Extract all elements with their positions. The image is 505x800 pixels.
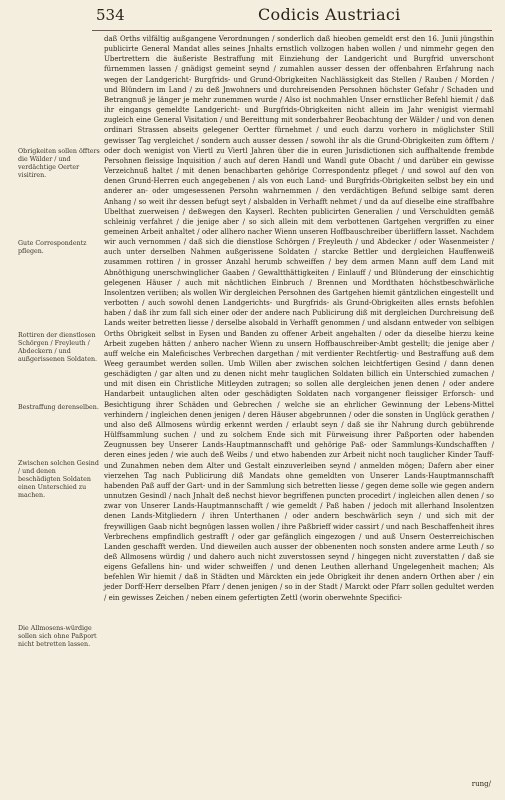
margin-note-soldiers: Zwischen solchen Gesind / und denen beschädigten Soldaten einen Unterschied zu machen. bbox=[18, 460, 99, 499]
page-number: 534 bbox=[96, 6, 125, 24]
running-title: Codicis Austriaci bbox=[258, 5, 401, 24]
catchword: rung/ bbox=[471, 780, 491, 788]
main-text-block bbox=[104, 34, 494, 603]
margin-note-alms: Die Allmosens-würdige sollen sich ohne Paßport nicht betretten lassen. bbox=[18, 625, 97, 648]
margin-note-correspondence: Gute Correspondentz pflegen. bbox=[18, 240, 87, 255]
margin-note-gangs: Rottiren der dienstlosen Schörgen / Freyleuth / Abdeckern / und außgerissenen Soldaten. bbox=[18, 332, 98, 363]
margin-note-visitation: Obrigkeiten sollen öffters die Wälder / und verdächtige Oerter visitiren. bbox=[18, 148, 100, 179]
margin-note-punishment: Bestraffung derenselben. bbox=[18, 404, 99, 411]
header-rule bbox=[92, 30, 492, 31]
body-paragraph: daß Orths vilfältig außgangene Verordnungen / sonderlich daß hieoben gemeldt erst den 16. Junii jüngsthin publicirte General Mandat alles seines Jnhalts ernstlich vollzogen haben wollen / und nimmehr gegen den Ubertrettern die äußeriste Bestraffung mit Einziehung der Landgericht und Burgfrid unverschont fürnemmen lassen / gnädigst gemeint seynd / zumahlen ausser dessen der offenbahren Erfahrung nach wegen der Landgericht- Burgfrids- und Grund-Obrigkeiten Nachlässigkeit das Stellen / Rauben / Morden / und Blündern im Land / zu deß Jnwohners und durchreisenden Persohnen höchster Gefahr / Schaden und Betrangnuß je länger je mehr zunemmen wurde / Also ist nochmahlen Unser ernstlicher Befehl hiemit / daß ihr eingangs gemeldte Landgericht- und Burgfrids-Obrigkeiten nicht allein im Jahr wenigist viermahl zugleich eine General Visitation / und Bereittung mit sonderbahrer Beobachtung der Wälder / und von denen ordinari Strassen abseits gelegener Oertter fürnehmet / und euch darzu vorhero in möglichster Still gewisser Tag vergleichet / sondern auch ausser dessen / sowohl ihr als die Grund-Obrigkeiten zum öfftern / oder doch wenigist von Viertl zu Viertl Jahren über die in euren Jurisdictionen sich auffhaltende frembde Persohnen fleissige Inquisition / auch auf deren Handl und Wandl gute Obacht / und darüber ein gewisse Verzeichnuß haltet / mit denen benachbarten gehörige Correspondentz pfleget / und sowol auf den von denen Grund-Herren euch angegebenen / als von euch Land- und Burgfrids-Obrigkeiten selbst bey ein und anderer an- oder umgesessenen Persohn wahrnemmen / den verdächtigen Befund selbige samt deren Anhang / so weit ihr dessen befugt seyt / alsbalden in Verhafft nehmet / und da auf dieselbe eine straffbahre Ubelthat zuerweisen / deßwegen den Kayserl. Rechten publicirten Generalien / und Verschuldten gemäß schleinig verfahret / die jenige aber / so sich allein mit dem verbottenen Gartgehen vergriffen zu einer gemeinen Arbeit anhaltet / oder allhero nacher Wienn unseren Hoffbauschreiber überliffern lasset. Nachdem wir auch vernommen / daß sich die dienstlose Schörgen / Freyleuth / und Abdecker / oder Wasenmeister / auch unter derselben Nahmen außgerissene Soldaten / starcke Bettler und dergleichen Hauffenweiß zusammen rottiren / in grosser Anzahl herumb schweiffen / bey dem armen Mann auff dem Land mit Abnöthigung unerschwinglicher Gaaben / Gewaltthättigkeiten / Einlauff / und Blünderung der einschichtig gelegenen Häuser / auch mit nächtlichen Einbruch / Brennen und Mordthaten höchstbeschwärliche Insolentzen veriiben; als wollen Wir dergleichen Persohnen des Gartgehen hiemit gäntzlichen eingestellt und verbotten / auch sowohl denen Landgerichts- und Burgfrids- als Grund-Obrigkeiten alles ernsts befohlen haben / daß ihr zum fall sich einer oder der andere nach Publicirung diß mit dergleichen Durchreisung deß Lands weiter betretten liesse / derselbe alsobald in Verhafft genommen / und alsdann entweder von selbigen Orths Obrigkeit selbst in Eysen und Banden zu offener Arbeit angehalten / oder da dieselbe hierzu keine Arbeit zugeben hätten / anhero nacher Wienn zu unsern Hoffbauschreiber-Ambt gestellt; die jenige aber / auff welche ein Maleficisches Verbrechen dargethan / mit verdienter Rechtfertig- und Bestraffung auß dem Weeg geraumbet werden sollen. Umb Willen aber zwischen solchen leichtfertigen Gesind / dann denen geschädigten / gar alten und zu denen nicht mehr tauglichen Soldaten billich ein Unterschied zumachen / und mit disen ein Christliche Mitleyden zutragen; so sollen alle dergleichen jenen denen / oder andere Handarbeit untauglichen alten oder geschädigten Soldaten nach vorgangener fleissiger Erforsch- und Besichtigung ihrer Schäden und Gebrechen / welche sie an ehrlicher Gewinnung der Lebens-Mittel verhindern / ingleichen denen jenigen / deren Häuser abgebrunnen / oder die sonsten in Unglück gerathen / und also deß Allmosens würdig erkennt werden / erlaubt seyn / daß sie ihr Nahrung durch gebührende Hülffsammlung suchen / und zu solchem Ende sich mit Fürweisung ihrer Paßporten oder habenden Zeugnussen bey Unserer Lands-Hauptmannschafft und gehörige Paß- oder Sammlungs-Kundschafften / deren eines jeden / wie auch deß Weibs / und etwo habenden zur Arbeit nicht noch tauglicher Kinder Tauff- und Zunahmen neben dem Alter und Gestalt einzuverleiben seynd / anmelden mögen; Dafern aber einer vierzehen Tag nach Publicirung diß Mandats ohne gemeldten von Unserer Lands-Hauptmannschafft habenden Paß auff der Gart- und in der Sammlung sich betretten liesse / gegen deme solle wie gegen andern unnutzen Gesindl / nach Jnhalt deß nechst hievor begriffenen puncten procedirt / ingleichen allen denen / so zwar von Unserer Lands-Hauptmannschafft / wie gemeldt / Paß haben / jedoch mit allerhand Insolentzen denen Lands-Mitgliedern / ihren Unterthanen / oder andern beschwärlich seyn / und sich mit der freywilligen Gaab nicht begnügen lassen wollen / ihre Paßbrieff wider cassirt / und nach Beschaffenheit ihres Verbrechens empfindlich gestrafft / oder gar gefänglich eingezogen / und auß Unsern Oesterreichischen Landen geschafft werden. Und dieweilen auch ausser der obbenenten noch sonsten andere arme Leuth / so deß Allmosens würdig / und dahero auch nicht zuverstossen seynd / hingegen nicht zuverstatten / daß sie eigens Gefallens hin- und wider schweiffen / und denen Leuthen allerhand Ungelegenheit machen; Als befehlen Wir hiemit / daß in Städten und Märckten ein jede Obrigkeit ihr denen andern Orthen aber / ein jeder Dorff-Herr derselben Pfarr / denen jenigen / so in der Stadt / Marckt oder Pfarr sollen gedultet werden / ein gewisses Zeichen / neben einem gefertigten Zettl (worin oberwehnte Specifici- bbox=[104, 35, 494, 602]
